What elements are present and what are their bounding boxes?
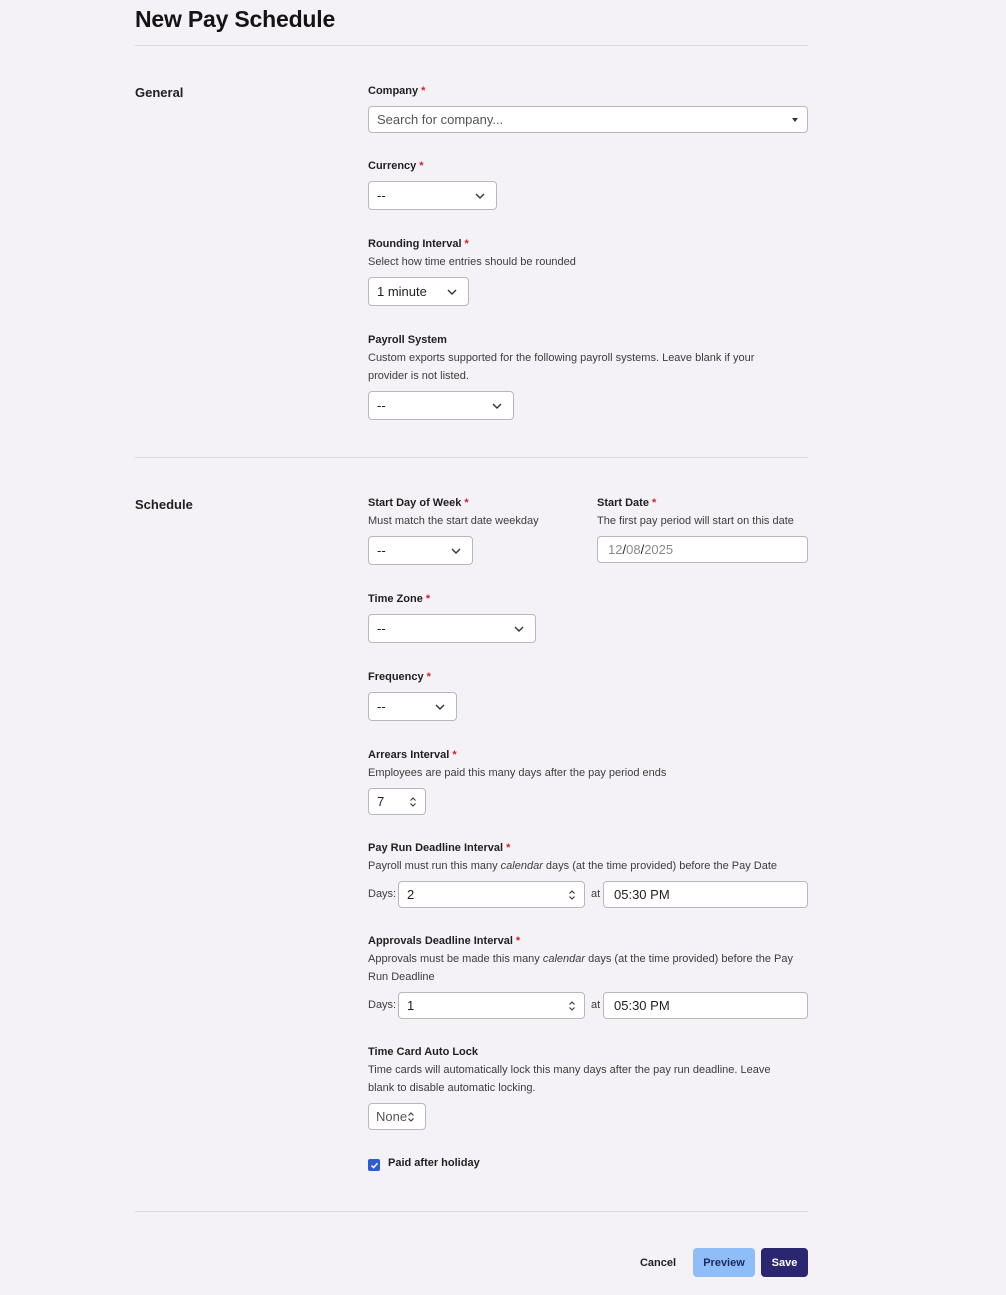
stepper-icon[interactable]: [409, 796, 417, 808]
company-label: Company *: [368, 85, 426, 97]
footer-divider: [135, 1211, 808, 1212]
stepper-icon[interactable]: [568, 889, 576, 901]
start-date-month: 12: [608, 542, 623, 557]
time-zone-select[interactable]: [368, 614, 536, 643]
chevron-down-icon: [446, 288, 458, 296]
auto-lock-label: Time Card Auto Lock: [368, 1046, 479, 1058]
pay-run-deadline-hint: Payroll must run this many calendar days (at the time provided) before the Pay Date: [368, 860, 778, 872]
approvals-time-value: 05:30 PM: [614, 998, 670, 1013]
approvals-at-label: at: [591, 999, 601, 1011]
approvals-days-input[interactable]: [398, 992, 585, 1019]
approvals-time-input[interactable]: [603, 992, 808, 1019]
frequency-label: Frequency *: [368, 671, 431, 683]
header-divider: [135, 45, 808, 46]
checkmark-icon: [370, 1161, 379, 1170]
cancel-button[interactable]: Cancel: [630, 1248, 686, 1277]
start-day-select[interactable]: [368, 536, 473, 565]
rounding-select[interactable]: [368, 277, 469, 306]
chevron-down-icon: [513, 625, 525, 633]
pay-run-deadline-label: Pay Run Deadline Interval *: [368, 842, 511, 854]
frequency-select[interactable]: [368, 692, 457, 721]
approvals-deadline-label: Approvals Deadline Interval *: [368, 935, 521, 947]
approvals-deadline-hint-1: Approvals must be made this many calendar days (at the time provided) before the Pay: [368, 953, 793, 965]
pay-run-days-input[interactable]: [398, 881, 585, 908]
auto-lock-placeholder: None: [376, 1109, 408, 1124]
frequency-value: --: [377, 699, 386, 714]
start-date-input[interactable]: 12/08/2025: [597, 536, 808, 563]
pay-run-time-input[interactable]: [603, 881, 808, 908]
section-divider: [135, 457, 808, 458]
pay-run-at-label: at: [591, 888, 601, 900]
auto-lock-hint-2: blank to disable automatic locking.: [368, 1082, 536, 1094]
chevron-down-icon: [491, 402, 503, 410]
approvals-deadline-hint-2: Run Deadline: [368, 971, 435, 983]
company-search-select[interactable]: [368, 106, 808, 133]
arrears-number-input[interactable]: [368, 788, 426, 815]
stepper-icon[interactable]: [407, 1111, 415, 1123]
pay-run-days-value: 2: [407, 887, 415, 902]
chevron-down-icon: [434, 703, 446, 711]
payroll-system-hint-2: provider is not listed.: [368, 370, 469, 382]
rounding-value: 1 minute: [377, 284, 427, 299]
arrears-hint: Employees are paid this many days after the pay period ends: [368, 767, 667, 779]
section-general-title: General: [135, 85, 184, 100]
payroll-system-value: --: [377, 398, 386, 413]
paid-after-holiday-checkbox[interactable]: [368, 1159, 380, 1171]
page-title: New Pay Schedule: [135, 6, 336, 32]
rounding-label: Rounding Interval *: [368, 238, 469, 250]
start-date-label: Start Date *: [597, 497, 657, 509]
currency-label: Currency *: [368, 160, 424, 172]
start-day-hint: Must match the start date weekday: [368, 515, 539, 527]
preview-button[interactable]: Preview: [693, 1248, 755, 1277]
start-date-year: 2025: [644, 542, 674, 557]
payroll-system-hint-1: Custom exports supported for the following payroll systems. Leave blank if your: [368, 352, 755, 364]
payroll-system-label: Payroll System: [368, 334, 447, 346]
save-button[interactable]: Save: [761, 1248, 808, 1277]
auto-lock-hint-1: Time cards will automatically lock this many days after the pay run deadline. Leave: [368, 1064, 771, 1076]
start-date-day: 08: [626, 542, 641, 557]
pay-run-days-label: Days:: [368, 888, 397, 900]
caret-down-icon: [792, 118, 798, 122]
time-zone-value: --: [377, 621, 386, 636]
section-schedule-title: Schedule: [135, 497, 193, 512]
chevron-down-icon: [450, 547, 462, 555]
start-day-value: --: [377, 543, 386, 558]
company-placeholder: Search for company...: [377, 112, 504, 127]
currency-value: --: [377, 188, 386, 203]
approvals-days-label: Days:: [368, 999, 397, 1011]
time-zone-label: Time Zone *: [368, 593, 431, 605]
paid-after-holiday-label[interactable]: Paid after holiday: [388, 1157, 480, 1169]
start-day-label: Start Day of Week *: [368, 497, 469, 509]
payroll-system-select[interactable]: [368, 391, 514, 420]
stepper-icon[interactable]: [568, 1000, 576, 1012]
start-date-hint: The first pay period will start on this date: [597, 515, 794, 527]
chevron-down-icon: [474, 192, 486, 200]
approvals-days-value: 1: [407, 998, 415, 1013]
rounding-hint: Select how time entries should be rounded: [368, 256, 576, 268]
arrears-value: 7: [377, 794, 385, 809]
arrears-label: Arrears Interval *: [368, 749, 457, 761]
auto-lock-number-input[interactable]: [368, 1103, 426, 1130]
pay-run-time-value: 05:30 PM: [614, 887, 670, 902]
currency-select[interactable]: [368, 181, 497, 210]
